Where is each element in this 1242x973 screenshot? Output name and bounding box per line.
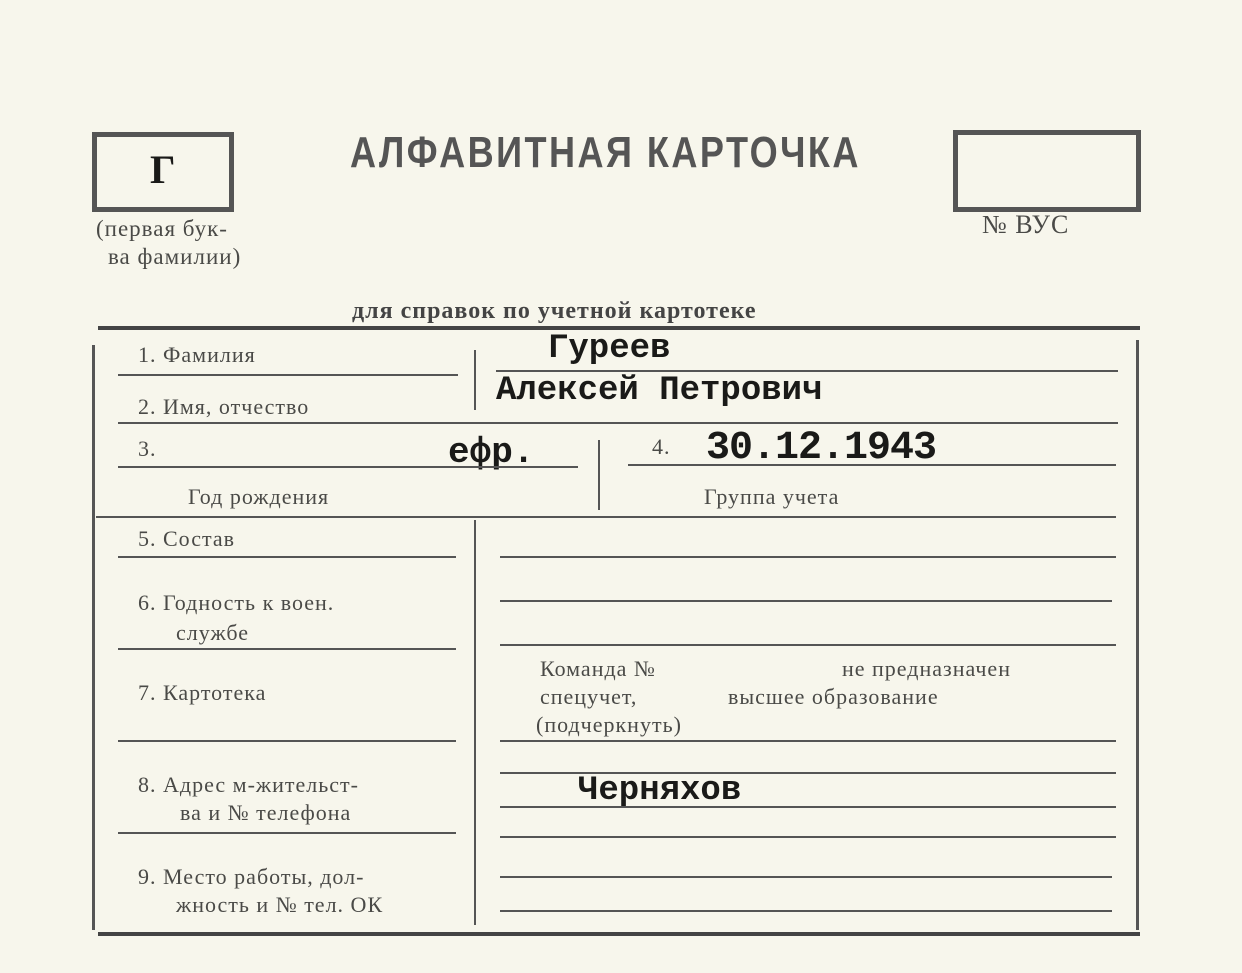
field-1-underline-left xyxy=(118,374,458,376)
field-8-underline-right-3 xyxy=(500,836,1116,838)
field-4-value: 30.12.1943 xyxy=(706,426,937,471)
field-8-address: Черняхов xyxy=(578,772,742,810)
field-7-higher-education: высшее образование xyxy=(728,684,939,709)
row-3-4-bottom-rule xyxy=(96,516,1116,518)
frame-left-edge xyxy=(92,345,95,930)
field-3-value: ефр. xyxy=(448,432,535,473)
field-7-team-number: Команда № xyxy=(540,656,656,681)
row-3-4-divider xyxy=(598,440,600,510)
field-8-label-line2: ва и № телефона xyxy=(180,800,352,825)
field-6-underline-left xyxy=(118,648,456,650)
vus-caption: № ВУС xyxy=(982,210,1070,239)
surname-letter: Г xyxy=(150,147,176,192)
field-7-underline-hint: (подчеркнуть) xyxy=(536,712,682,737)
field-2-underline xyxy=(118,422,1118,424)
vus-box xyxy=(953,130,1141,212)
field-9-underline-right-2 xyxy=(500,910,1112,912)
frame-bottom-rule xyxy=(98,932,1140,936)
field-8-underline-left xyxy=(118,832,456,834)
field-6-label-line2: службе xyxy=(176,620,250,645)
field-9-label-line1: 9. Место работы, дол- xyxy=(138,864,365,889)
field-8-underline-right-1 xyxy=(500,772,1116,774)
field-7-special-registration: спецучет, xyxy=(540,684,638,709)
field-2-label: 2. Имя, отчество xyxy=(138,394,310,419)
field-6-underline-right xyxy=(500,600,1112,602)
field-2-name-patronymic: Алексей Петрович xyxy=(496,372,823,410)
field-5-underline-left xyxy=(118,556,456,558)
field-5-underline-right xyxy=(500,556,1116,558)
rows-5-9-divider xyxy=(474,520,476,925)
field-6-label-line1: 6. Годность к воен. xyxy=(138,590,335,615)
field-7-underline-left xyxy=(118,740,456,742)
row-1-2-divider xyxy=(474,350,476,410)
field-3-caption: Год рождения xyxy=(188,484,330,509)
field-7-label: 7. Картотека xyxy=(138,680,267,705)
field-8-underline-right-2 xyxy=(500,806,1116,808)
field-6-underline-right-2 xyxy=(500,644,1116,646)
field-7-not-assigned: не предназначен xyxy=(842,656,1011,681)
field-4-number: 4. xyxy=(652,434,671,459)
field-3-underline xyxy=(118,466,578,468)
letter-caption-line2: ва фамилии) xyxy=(108,244,242,269)
card-subtitle: для справок по учетной картотеке xyxy=(352,298,757,324)
field-1-surname: Гуреев xyxy=(548,330,671,368)
field-1-label: 1. Фамилия xyxy=(138,342,256,367)
letter-caption-line1: (первая бук- xyxy=(96,216,228,241)
field-9-label-line2: жность и № тел. ОК xyxy=(176,892,384,917)
field-4-caption: Группа учета xyxy=(704,484,840,509)
field-7-underline-right xyxy=(500,740,1116,742)
field-4-underline xyxy=(628,464,1116,466)
field-9-underline-right-1 xyxy=(500,876,1112,878)
field-3-number: 3. xyxy=(138,436,157,461)
field-8-label-line1: 8. Адрес м-жительст- xyxy=(138,772,359,797)
card-title: АЛФАВИТНАЯ КАРТОЧКА xyxy=(350,128,861,177)
field-5-label: 5. Состав xyxy=(138,526,236,551)
frame-right-edge xyxy=(1136,340,1139,930)
